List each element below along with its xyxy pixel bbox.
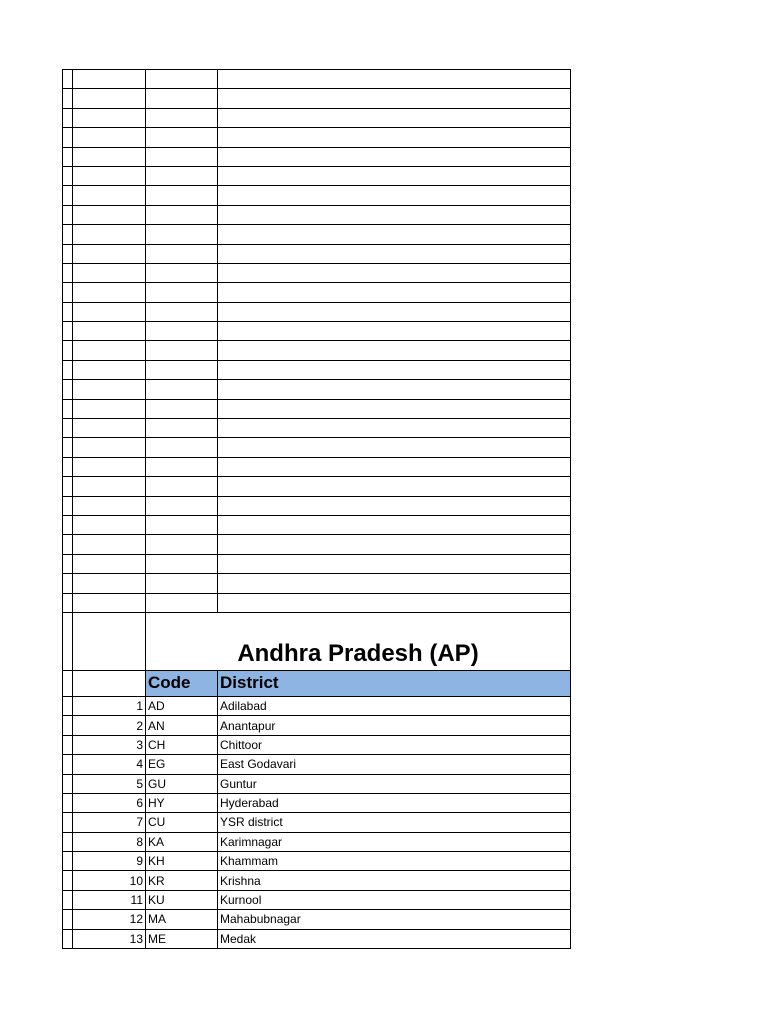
empty-cell[interactable]: [63, 399, 73, 418]
district-cell[interactable]: Khammam: [218, 852, 571, 871]
table-row: [63, 793, 571, 812]
empty-cell[interactable]: [73, 302, 146, 321]
code-cell[interactable]: KU: [146, 890, 218, 909]
empty-cell[interactable]: [63, 263, 73, 282]
row-number-cell[interactable]: 8: [73, 832, 146, 851]
empty-cell[interactable]: [218, 554, 571, 573]
empty-cell[interactable]: [146, 108, 218, 127]
empty-row: [63, 283, 571, 302]
empty-row: [63, 89, 571, 108]
empty-cell[interactable]: [73, 128, 146, 147]
empty-row: [63, 574, 571, 593]
empty-cell[interactable]: [146, 302, 218, 321]
empty-cell[interactable]: [73, 574, 146, 593]
empty-cell[interactable]: [218, 477, 571, 496]
empty-cell[interactable]: [63, 515, 73, 534]
empty-row: [63, 302, 571, 321]
empty-row: [63, 593, 571, 612]
empty-cell[interactable]: [218, 89, 571, 108]
empty-cell[interactable]: [218, 574, 571, 593]
empty-cell[interactable]: [63, 438, 73, 457]
district-cell[interactable]: Anantapur: [218, 716, 571, 735]
empty-cell[interactable]: [63, 419, 73, 438]
empty-cell[interactable]: [63, 696, 73, 715]
table-row: [63, 735, 571, 754]
empty-cell[interactable]: [63, 457, 73, 476]
empty-cell[interactable]: [146, 341, 218, 360]
empty-cell[interactable]: [63, 283, 73, 302]
empty-cell[interactable]: [146, 166, 218, 185]
row-number-cell[interactable]: 3: [73, 735, 146, 754]
empty-row: [63, 225, 571, 244]
empty-cell[interactable]: [73, 496, 146, 515]
row-number-cell[interactable]: 6: [73, 793, 146, 812]
empty-cell[interactable]: [73, 399, 146, 418]
table-row: [63, 832, 571, 851]
empty-cell[interactable]: [63, 716, 73, 735]
empty-cell[interactable]: [146, 322, 218, 341]
empty-cell[interactable]: [146, 515, 218, 534]
empty-row: [63, 322, 571, 341]
empty-row: [63, 147, 571, 166]
empty-row: [63, 263, 571, 282]
empty-row: [63, 341, 571, 360]
empty-cell[interactable]: [218, 302, 571, 321]
empty-row: [63, 457, 571, 476]
empty-cell[interactable]: [63, 225, 73, 244]
empty-cell[interactable]: [146, 147, 218, 166]
empty-cell[interactable]: [73, 322, 146, 341]
empty-cell[interactable]: [146, 380, 218, 399]
empty-cell[interactable]: [73, 593, 146, 612]
empty-row: [63, 205, 571, 224]
empty-cell[interactable]: [63, 341, 73, 360]
code-cell[interactable]: EG: [146, 755, 218, 774]
empty-cell[interactable]: [73, 515, 146, 534]
empty-row: [63, 166, 571, 185]
row-number-cell[interactable]: 2: [73, 716, 146, 735]
district-cell[interactable]: Medak: [218, 929, 571, 948]
empty-cell[interactable]: [63, 793, 73, 812]
empty-cell[interactable]: [218, 380, 571, 399]
empty-cell[interactable]: [146, 593, 218, 612]
empty-cell[interactable]: [146, 535, 218, 554]
empty-cell[interactable]: [63, 380, 73, 399]
empty-cell[interactable]: [63, 477, 73, 496]
empty-cell[interactable]: [73, 341, 146, 360]
empty-cell[interactable]: [218, 457, 571, 476]
table-row: [63, 929, 571, 948]
empty-cell[interactable]: [73, 438, 146, 457]
code-cell[interactable]: KA: [146, 832, 218, 851]
empty-cell[interactable]: [63, 774, 73, 793]
empty-cell[interactable]: [73, 612, 146, 670]
empty-cell[interactable]: [63, 852, 73, 871]
table-row: [63, 910, 571, 929]
empty-cell[interactable]: [146, 89, 218, 108]
empty-cell[interactable]: [63, 166, 73, 185]
code-cell[interactable]: MA: [146, 910, 218, 929]
code-cell[interactable]: HY: [146, 793, 218, 812]
empty-cell[interactable]: [218, 341, 571, 360]
district-cell[interactable]: YSR district: [218, 813, 571, 832]
empty-cell[interactable]: [146, 263, 218, 282]
empty-cell[interactable]: [146, 399, 218, 418]
empty-cell[interactable]: [146, 244, 218, 263]
empty-cell[interactable]: [73, 147, 146, 166]
row-number-cell[interactable]: 5: [73, 774, 146, 793]
empty-cell[interactable]: [73, 283, 146, 302]
empty-cell[interactable]: [63, 108, 73, 127]
empty-cell[interactable]: [63, 535, 73, 554]
empty-row: [63, 244, 571, 263]
empty-row: [63, 535, 571, 554]
empty-cell[interactable]: [63, 910, 73, 929]
table-row: [63, 696, 571, 715]
district-cell[interactable]: Guntur: [218, 774, 571, 793]
empty-cell[interactable]: [218, 515, 571, 534]
code-cell[interactable]: AD: [146, 696, 218, 715]
table-row: [63, 755, 571, 774]
empty-cell[interactable]: [63, 612, 73, 670]
empty-cell[interactable]: [218, 225, 571, 244]
code-cell[interactable]: AN: [146, 716, 218, 735]
empty-cell[interactable]: [63, 554, 73, 573]
empty-cell[interactable]: [63, 128, 73, 147]
empty-cell[interactable]: [146, 457, 218, 476]
empty-cell[interactable]: [63, 929, 73, 948]
table-row: [63, 716, 571, 735]
empty-cell[interactable]: [63, 735, 73, 754]
empty-row: [63, 399, 571, 418]
empty-row: [63, 128, 571, 147]
empty-cell[interactable]: [73, 205, 146, 224]
empty-cell[interactable]: [73, 244, 146, 263]
code-cell[interactable]: CH: [146, 735, 218, 754]
spreadsheet-table: [62, 69, 571, 949]
empty-row: [63, 360, 571, 379]
empty-row: [63, 554, 571, 573]
empty-cell[interactable]: [73, 554, 146, 573]
district-cell[interactable]: Krishna: [218, 871, 571, 890]
row-number-cell[interactable]: 9: [73, 852, 146, 871]
column-header-code[interactable]: Code: [146, 670, 218, 696]
empty-row: [63, 419, 571, 438]
empty-row: [63, 496, 571, 515]
empty-cell[interactable]: [218, 438, 571, 457]
empty-cell[interactable]: [218, 186, 571, 205]
row-number-cell[interactable]: 1: [73, 696, 146, 715]
empty-cell[interactable]: [63, 244, 73, 263]
empty-cell[interactable]: [146, 128, 218, 147]
empty-cell[interactable]: [63, 670, 73, 696]
empty-row: [63, 515, 571, 534]
empty-cell[interactable]: [218, 108, 571, 127]
empty-cell[interactable]: [146, 477, 218, 496]
district-cell[interactable]: Chittoor: [218, 735, 571, 754]
empty-cell[interactable]: [218, 283, 571, 302]
row-number-cell[interactable]: 7: [73, 813, 146, 832]
row-number-cell[interactable]: 11: [73, 890, 146, 909]
empty-row: [63, 477, 571, 496]
empty-cell[interactable]: [146, 283, 218, 302]
empty-cell[interactable]: [146, 438, 218, 457]
empty-cell[interactable]: [146, 225, 218, 244]
empty-cell[interactable]: [63, 574, 73, 593]
empty-cell[interactable]: [73, 70, 146, 89]
empty-cell[interactable]: [218, 244, 571, 263]
empty-cell[interactable]: [73, 380, 146, 399]
empty-cell[interactable]: [73, 419, 146, 438]
empty-row: [63, 438, 571, 457]
empty-cell[interactable]: [218, 360, 571, 379]
empty-cell[interactable]: [146, 70, 218, 89]
empty-cell[interactable]: [63, 813, 73, 832]
empty-cell[interactable]: [218, 399, 571, 418]
empty-cell[interactable]: [63, 360, 73, 379]
empty-cell[interactable]: [73, 477, 146, 496]
empty-cell[interactable]: [146, 419, 218, 438]
district-cell[interactable]: Adilabad: [218, 696, 571, 715]
table-row: [63, 774, 571, 793]
code-cell[interactable]: KR: [146, 871, 218, 890]
empty-cell[interactable]: [73, 225, 146, 244]
empty-cell[interactable]: [73, 166, 146, 185]
empty-cell[interactable]: [146, 554, 218, 573]
title-row: [63, 612, 571, 670]
district-cell[interactable]: Hyderabad: [218, 793, 571, 812]
header-row: [63, 670, 571, 696]
empty-cell[interactable]: [218, 70, 571, 89]
empty-cell[interactable]: [63, 755, 73, 774]
district-cell[interactable]: Mahabubnagar: [218, 910, 571, 929]
empty-cell[interactable]: [63, 205, 73, 224]
empty-cell[interactable]: [63, 70, 73, 89]
code-cell[interactable]: CU: [146, 813, 218, 832]
empty-cell[interactable]: [73, 670, 146, 696]
empty-cell[interactable]: [63, 593, 73, 612]
sheet-title[interactable]: Andhra Pradesh (AP): [146, 612, 571, 670]
row-number-cell[interactable]: 13: [73, 929, 146, 948]
empty-cell[interactable]: [218, 593, 571, 612]
empty-cell[interactable]: [73, 108, 146, 127]
empty-cell[interactable]: [73, 186, 146, 205]
district-cell[interactable]: Karimnagar: [218, 832, 571, 851]
empty-cell[interactable]: [73, 89, 146, 108]
empty-cell[interactable]: [63, 322, 73, 341]
district-cell[interactable]: East Godavari: [218, 755, 571, 774]
district-cell[interactable]: Kurnool: [218, 890, 571, 909]
row-number-cell[interactable]: 10: [73, 871, 146, 890]
empty-cell[interactable]: [63, 832, 73, 851]
empty-cell[interactable]: [218, 147, 571, 166]
empty-cell[interactable]: [63, 147, 73, 166]
empty-cell[interactable]: [218, 419, 571, 438]
empty-row: [63, 70, 571, 89]
empty-row: [63, 380, 571, 399]
row-number-cell[interactable]: 12: [73, 910, 146, 929]
table-row: [63, 871, 571, 890]
empty-cell[interactable]: [63, 89, 73, 108]
empty-row: [63, 108, 571, 127]
empty-cell[interactable]: [218, 535, 571, 554]
empty-cell[interactable]: [73, 457, 146, 476]
empty-cell[interactable]: [73, 360, 146, 379]
empty-cell[interactable]: [146, 360, 218, 379]
table-row: [63, 852, 571, 871]
empty-cell[interactable]: [63, 871, 73, 890]
empty-cell[interactable]: [73, 535, 146, 554]
empty-row: [63, 186, 571, 205]
code-cell[interactable]: GU: [146, 774, 218, 793]
empty-cell[interactable]: [218, 496, 571, 515]
row-number-cell[interactable]: 4: [73, 755, 146, 774]
empty-cell[interactable]: [218, 322, 571, 341]
column-header-district[interactable]: District: [218, 670, 571, 696]
empty-cell[interactable]: [146, 574, 218, 593]
empty-cell[interactable]: [73, 263, 146, 282]
empty-cell[interactable]: [63, 890, 73, 909]
empty-cell[interactable]: [63, 302, 73, 321]
empty-cell[interactable]: [218, 263, 571, 282]
code-cell[interactable]: ME: [146, 929, 218, 948]
code-cell[interactable]: KH: [146, 852, 218, 871]
table-row: [63, 813, 571, 832]
empty-cell[interactable]: [218, 205, 571, 224]
empty-cell[interactable]: [146, 186, 218, 205]
table-row: [63, 890, 571, 909]
empty-cell[interactable]: [146, 205, 218, 224]
empty-cell[interactable]: [63, 186, 73, 205]
empty-cell[interactable]: [218, 166, 571, 185]
empty-cell[interactable]: [218, 128, 571, 147]
empty-cell[interactable]: [63, 496, 73, 515]
empty-cell[interactable]: [146, 496, 218, 515]
spreadsheet-body: [63, 70, 571, 949]
